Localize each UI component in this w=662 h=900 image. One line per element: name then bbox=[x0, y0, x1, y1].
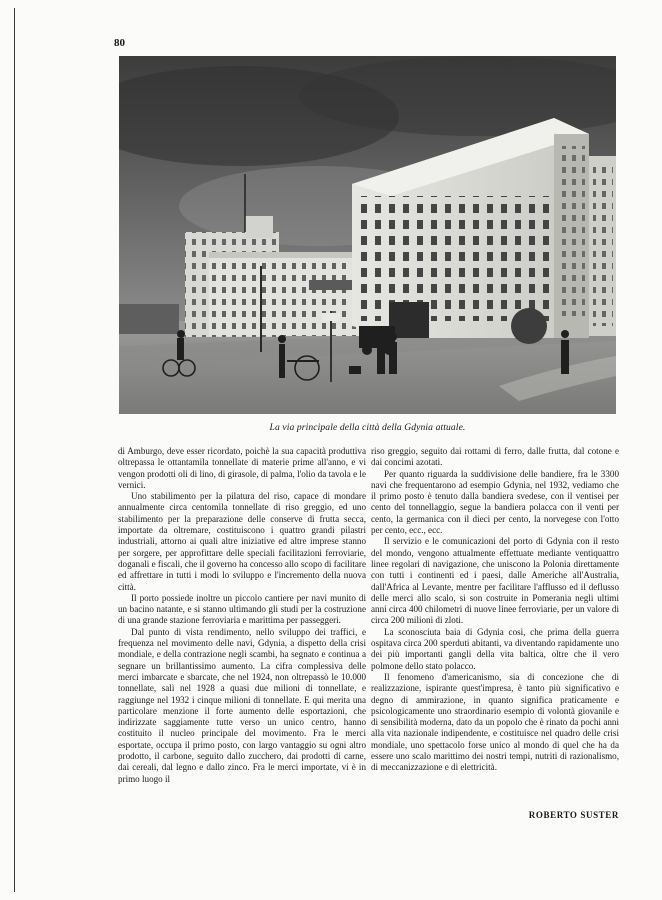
article-column-left bbox=[118, 446, 366, 785]
paragraph: Per quanto riguarda la suddivisione delle bandiere, fra le 3300 navi che frequentarono ad esempio Gdynia, nel 1932, vediamo che il primo posto è tenuto dalla bandiera svedese, con il ventisei per cento del tonnellaggio, segue la bandiera polacca con il venti per cento, la germanica con il dieci per cento, la norvegese con l'otto per cento, ecc., ecc. bbox=[371, 468, 619, 536]
street-photograph bbox=[119, 56, 616, 414]
article-column-right bbox=[371, 446, 619, 774]
paragraph: Il fenomeno d'americanismo, sia di concezione che di realizzazione, ispirante quest'impresa, è tanto più significativo e degno di ammirazione, in quanto significa praticamente e psicologicamente uno straordinario esempio di volontà giovanile e di sensibilità moderna, dato da un popolo che è rinato da pochi anni alla vita nazionale indipendente, e costituisce nel quadro delle crisi mondiale, uno spettacolo forse unico al mondo di quel che ha da essere uno scalo marittimo dei nostri tempi, nutriti di razionalismo, di meccanizzazione e di elettricità. bbox=[371, 671, 619, 773]
paragraph: Il porto possiede inoltre un piccolo cantiere per navi munito di un bacino natante, e si stanno ultimando gli studi per la costruzione di una grande stazione ferroviaria e marittima per passeggeri. bbox=[118, 592, 366, 626]
photo-illustration bbox=[119, 56, 616, 414]
photo-caption: La via principale della città della Gdynia attuale. bbox=[269, 422, 466, 433]
paragraph: Il servizio e le comunicazioni del porto di Gdynia con il resto del mondo, vengono attualmente effettuate mediante ventiquattro linee regolari di navigazione, che uniscono la Polonia direttamente con tutti i continenti ed i paesi, dalle Americhe all'Australia, dall'Africa al Levante, mentre per facilitare l'afflusso ed il deflusso delle merci allo scalo, si son costruite in Pomerania negli ultimi anni circa 400 chilometri di nuove linee ferroviarie, per un valore di circa 200 milioni di zloti. bbox=[371, 536, 619, 626]
paragraph: Dal punto di vista rendimento, nello sviluppo dei traffici, e frequenza nel movimento delle navi, Gdynia, a dispetto della crisi mondiale, e della contrazione negli scambi, ha segnato e continua a segnare un brillantissimo aumento. La cifra complessiva delle merci imbarcate e sbarcate, che nel 1924, non oltrepassò le 10.000 tonnellate, salì nel 1928 a quasi due milioni di tonnellate, e raggiunge nel 1932 i cinque milioni di tonnellate. E qui merita una particolare menzione il forte aumento delle esportazioni, che indirizzate saggiamente tutte verso un unico centro, hanno costituito il nucleo principale del movimento. Fra le merci esportate, occupa il primo posto, con largo vantaggio su ogni altro prodotto, il carbone, seguito dallo zucchero, dai prodotti di carne, dai cereali, dal legno e dallo zinco. Fra le merci importate, vi è in primo luogo il bbox=[118, 626, 366, 784]
page-number: 80 bbox=[114, 37, 125, 49]
paragraph: di Amburgo, deve esser ricordato, poichè la sua capacità produttiva oltrepassa le ottantamila tonnellate di materie prime all'anno, e vi vengon prodotti oli di lino, di girasole, di palma, l'olio da tavola e le vernici. bbox=[118, 446, 366, 490]
paragraph: riso greggio, seguito dai rottami di ferro, dalle frutta, dal cotone e dai concimi azotati. bbox=[371, 446, 619, 468]
author-signature: ROBERTO SUSTER bbox=[528, 810, 619, 820]
binding-edge bbox=[14, 8, 15, 892]
paragraph: Uno stabilimento per la pilatura del riso, capace di mondare annualmente circa centomila tonnellate di riso greggio, ed uno stabilimento per la preparazione delle conserve di frutta secca, importate da oltremare, costituiscono i quattro grandi pilastri industriali, attorno ai quali altre iniziative ed altre imprese stanno per sorgere, per approfittare delle speciali facilitazioni ferroviarie, doganali e fiscali, che il governo ha concesso allo scopo di facilitare ed affrettare in tutti i modi lo sviluppo e l'incremento della nuova città. bbox=[118, 491, 366, 592]
paragraph: La sconosciuta baia di Gdynia così, che prima della guerra ospitava circa 200 sperduti abitanti, va diventando rapidamente uno dei più importanti gangli della vita baltica, oltre che il vero polmone dello stato polacco. bbox=[371, 626, 619, 671]
